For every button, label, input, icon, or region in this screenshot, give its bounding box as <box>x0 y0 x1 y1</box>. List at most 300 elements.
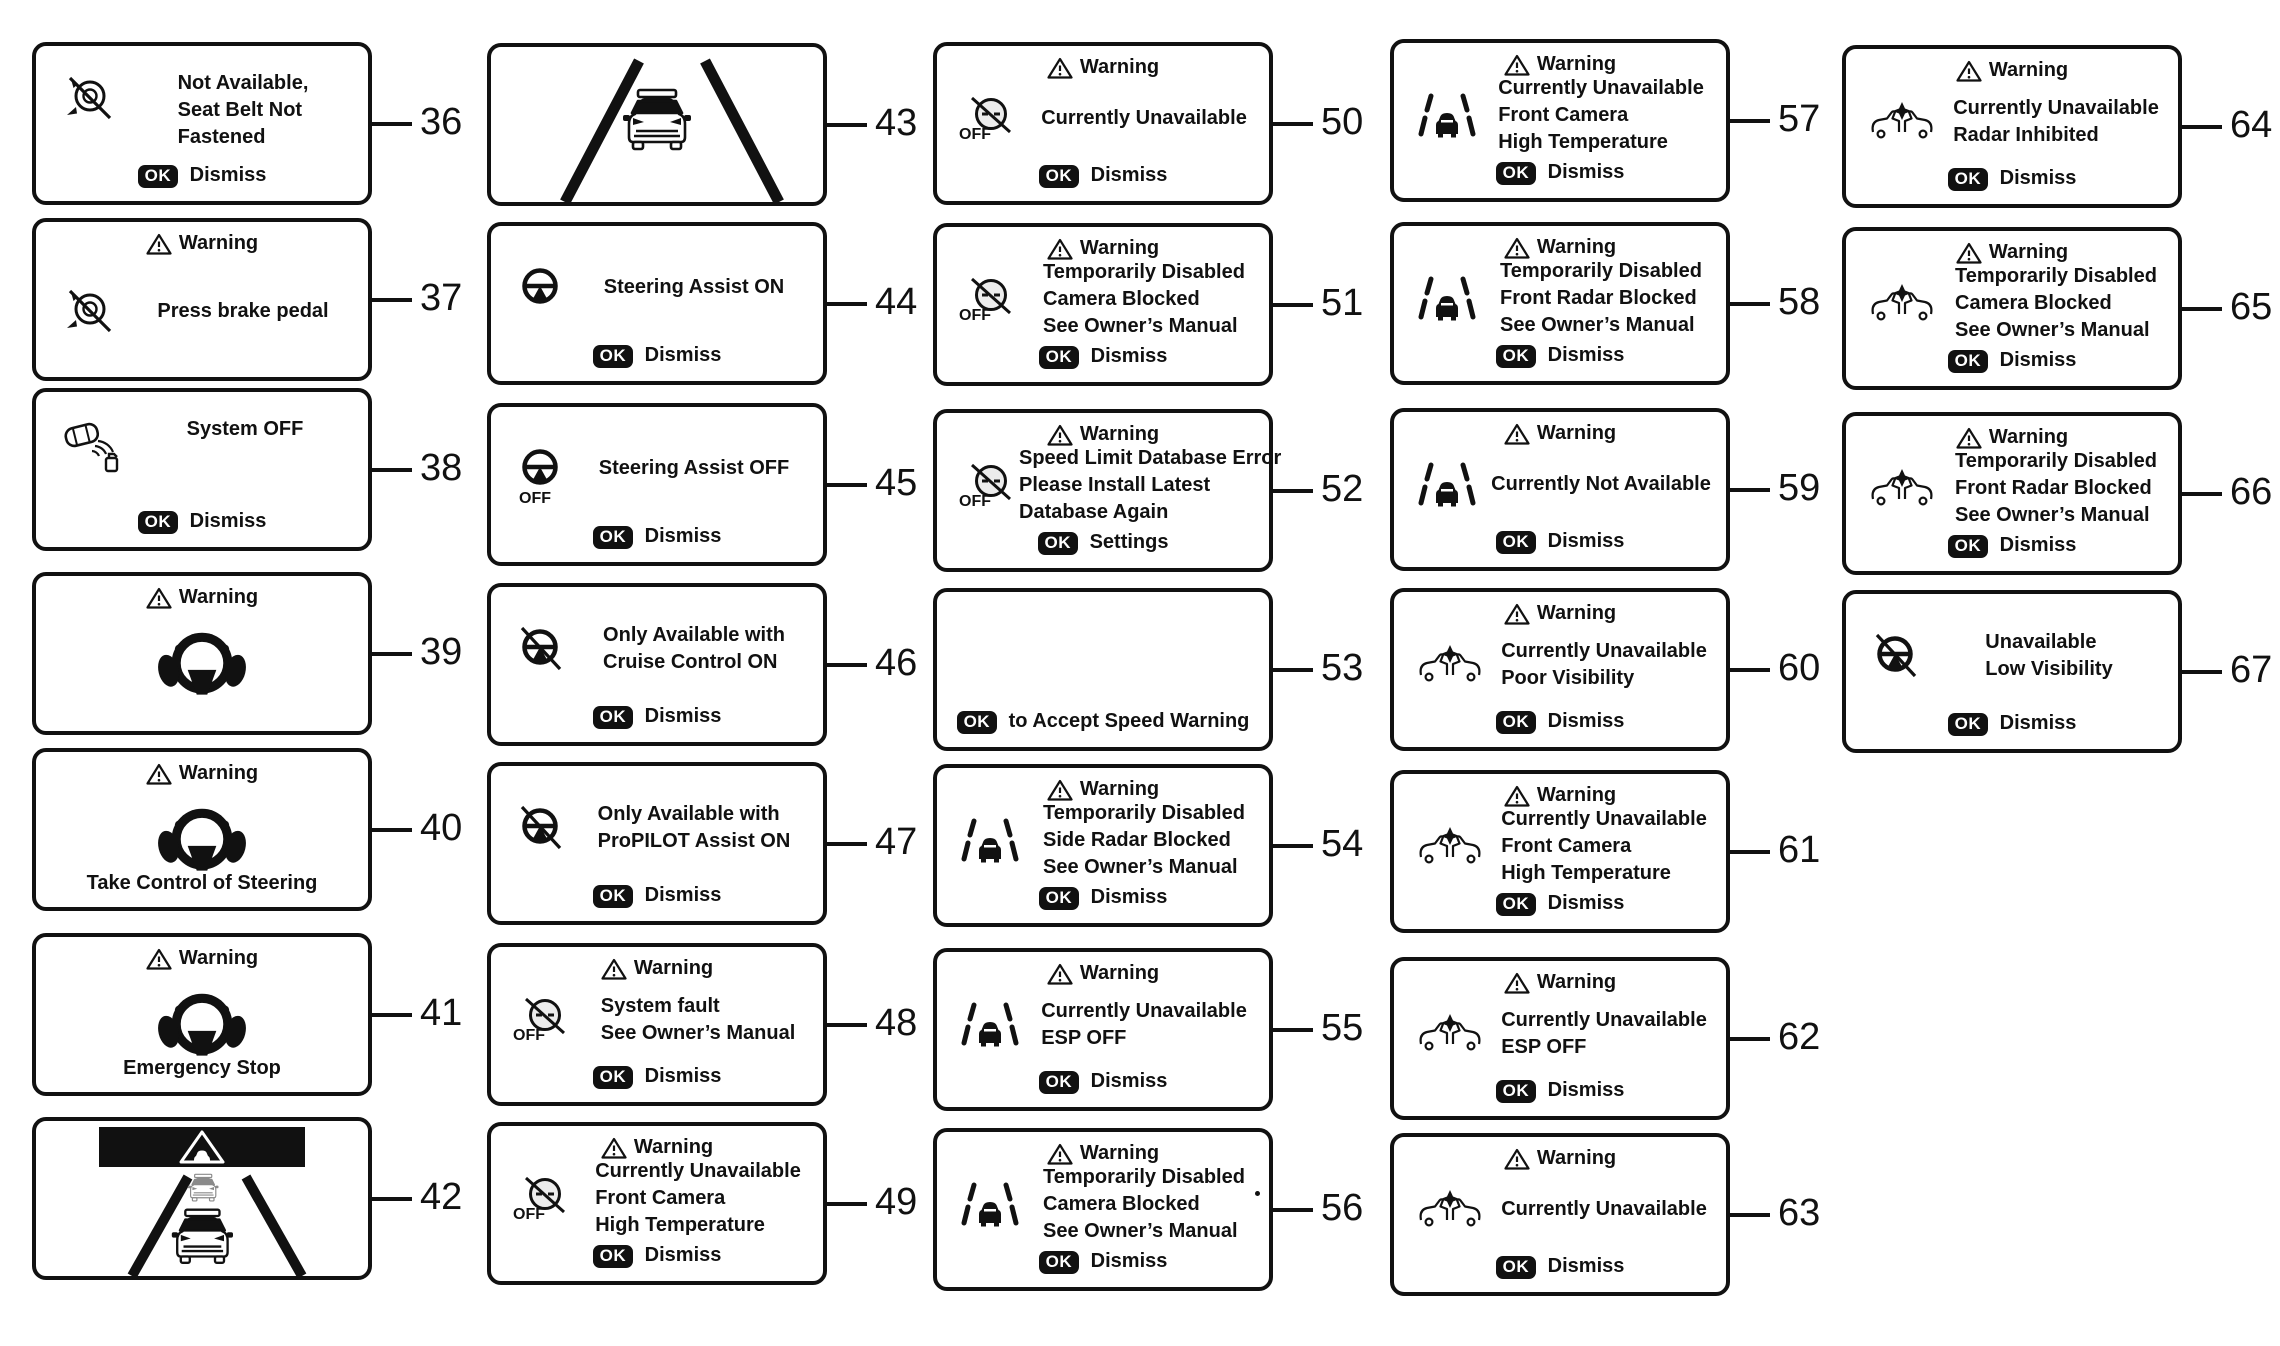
warning-header-label: Warning <box>1536 602 1617 624</box>
display-box-39 <box>32 572 372 735</box>
warning-triangle-icon <box>1047 424 1073 446</box>
footer <box>937 1070 1269 1094</box>
message-line: Camera Blocked <box>1043 288 1200 310</box>
message-line: Only Available with <box>597 802 780 825</box>
display-box-64 <box>1842 45 2182 208</box>
warning-header <box>491 1136 823 1159</box>
footer <box>937 164 1269 188</box>
ok-button-badge: OK <box>593 706 634 729</box>
leader-line-58 <box>1730 302 1770 306</box>
footer <box>1846 534 2178 558</box>
message-body <box>36 406 368 501</box>
warning-triangle-icon <box>146 587 172 609</box>
warning-triangle-icon <box>1956 242 1982 264</box>
warning-header-label: Warning <box>1988 241 2069 263</box>
leader-line-50 <box>1273 122 1313 126</box>
message-line: Low Visibility <box>1985 657 2113 680</box>
ok-button-badge: OK <box>1948 713 1989 736</box>
reference-number-42: 42 <box>420 1175 463 1218</box>
warning-header <box>1846 59 2178 82</box>
ok-button-badge: OK <box>593 526 634 549</box>
display-box-37 <box>32 218 372 381</box>
warning-header-label: Warning <box>1536 784 1617 806</box>
message-body <box>36 612 368 719</box>
message-line: See Owner’s Manual <box>1955 319 2150 341</box>
warning-header <box>1846 426 2178 449</box>
message-line: Speed Limit Database Error <box>1019 447 1282 469</box>
reference-number-55: 55 <box>1321 1006 1364 1049</box>
collision-icon <box>1870 101 1934 143</box>
footer-action-label: Dismiss <box>644 884 722 906</box>
message-line: ESP OFF <box>1041 1026 1127 1049</box>
message-line: Currently Unavailable <box>1501 1008 1707 1031</box>
reference-number-47: 47 <box>875 820 918 863</box>
footer-action-label: Dismiss <box>1547 344 1625 366</box>
leader-line-51 <box>1273 303 1313 307</box>
footer-action-label: Dismiss <box>1547 161 1625 183</box>
wheel-crossed-icon <box>1870 633 1920 679</box>
footer <box>937 710 1269 734</box>
reference-number-57: 57 <box>1778 97 1821 140</box>
message-line: Side Radar Blocked <box>1043 829 1231 851</box>
message-lines <box>1482 806 1726 887</box>
message-line: Camera Blocked <box>1955 292 2112 314</box>
reference-number-52: 52 <box>1321 467 1364 510</box>
propilot-crossed-icon <box>60 287 118 337</box>
message-line: ProPILOT Assist ON <box>597 829 791 852</box>
warning-triangle-icon <box>1504 1148 1530 1170</box>
collision-icon <box>1870 283 1934 325</box>
footer-action-label: Dismiss <box>1090 886 1168 908</box>
message-line: Currently Unavailable <box>1501 639 1707 662</box>
display-box-48 <box>487 943 827 1106</box>
warning-header-label: Warning <box>1536 422 1617 444</box>
message-body <box>1394 448 1726 521</box>
warning-header <box>1394 784 1726 807</box>
warning-header <box>937 962 1269 985</box>
display-box-51 <box>933 223 1273 386</box>
message-lines <box>1934 448 2178 529</box>
message-line: Currently Unavailable <box>1501 1198 1707 1220</box>
message-body <box>491 240 823 335</box>
message-lines <box>122 406 368 443</box>
message-body <box>937 263 1269 336</box>
display-box-55 <box>933 948 1273 1111</box>
message-lines <box>1019 998 1269 1052</box>
warning-header <box>1394 1147 1726 1170</box>
leader-line-47 <box>827 842 867 846</box>
warning-triangle-icon <box>1504 237 1530 259</box>
display-box-52 <box>933 409 1282 572</box>
message-line: See Owner’s Manual <box>600 1021 796 1044</box>
ok-button-badge: OK <box>593 345 634 368</box>
message-line: Cruise Control ON <box>603 650 778 673</box>
reference-number-64: 64 <box>2230 103 2273 146</box>
footer-action-label: Dismiss <box>644 525 722 547</box>
display-box-67 <box>1842 590 2182 753</box>
message-lines <box>1920 629 2178 683</box>
footer <box>1394 344 1726 368</box>
lane-car-icon <box>961 818 1019 864</box>
display-box-63 <box>1390 1133 1730 1296</box>
lane-car-icon <box>961 1182 1019 1228</box>
footer <box>937 531 1269 555</box>
message-line: Fastened <box>177 126 266 148</box>
warning-header <box>36 947 368 970</box>
warning-header <box>36 232 368 255</box>
message-line: Currently Unavailable <box>1501 808 1707 830</box>
message-body <box>491 601 823 696</box>
footer-action-label: Dismiss <box>1999 349 2077 371</box>
footer-action-label: Dismiss <box>1999 167 2077 189</box>
message-line: See Owner’s Manual <box>1043 856 1238 878</box>
message-body <box>1394 810 1726 883</box>
propilot-crossed-icon <box>60 74 118 124</box>
ok-button-badge: OK <box>593 1066 634 1089</box>
warning-header <box>1394 53 1726 76</box>
message-line: Radar Inhibited <box>1953 123 2099 146</box>
lane-car-icon <box>1418 276 1476 322</box>
reference-number-67: 67 <box>2230 648 2273 691</box>
leader-line-43 <box>827 123 867 127</box>
warning-triangle-icon <box>1504 785 1530 807</box>
message-line: Unavailable <box>1985 630 2097 653</box>
collision-icon <box>1418 1189 1482 1231</box>
leader-line-61 <box>1730 850 1770 854</box>
message-line: Database Again <box>1019 501 1169 523</box>
lane-alert-graphic <box>36 1121 368 1276</box>
ok-button-badge: OK <box>593 885 634 908</box>
ok-button-badge: OK <box>1948 535 1989 558</box>
footer <box>491 1244 823 1268</box>
warning-header-label: Warning <box>178 586 259 608</box>
warning-header <box>937 778 1269 801</box>
message-line: Temporarily Disabled <box>1955 265 2157 287</box>
message-line: Currently Unavailable <box>1953 96 2159 119</box>
warning-header-label: Warning <box>1536 236 1617 258</box>
message-line: High Temperature <box>595 1214 765 1236</box>
leader-line-36 <box>372 122 412 126</box>
message-body <box>937 988 1269 1061</box>
message-line: See Owner’s Manual <box>1043 1220 1238 1242</box>
display-box-38 <box>32 388 372 551</box>
ok-button-badge: OK <box>138 511 179 534</box>
footer <box>937 886 1269 910</box>
message-line: See Owner’s Manual <box>1500 314 1695 336</box>
warning-header-label: Warning <box>1079 423 1160 445</box>
display-box-62 <box>1390 957 1730 1120</box>
ok-button-badge: OK <box>1038 532 1079 555</box>
footer-action-label: Dismiss <box>1547 892 1625 914</box>
footer-action-label: Dismiss <box>1090 345 1168 367</box>
leader-line-45 <box>827 483 867 487</box>
reference-number-50: 50 <box>1321 100 1364 143</box>
leader-line-63 <box>1730 1213 1770 1217</box>
footer-action-label: Dismiss <box>1090 164 1168 186</box>
message-line: Currently Unavailable <box>1498 77 1704 99</box>
reference-number-60: 60 <box>1778 646 1821 689</box>
message-line: Please Install Latest <box>1019 474 1211 496</box>
ok-button-badge: OK <box>1496 893 1537 916</box>
message-lines <box>1934 263 2178 344</box>
ok-button-badge: OK <box>1496 1080 1537 1103</box>
reference-number-45: 45 <box>875 461 918 504</box>
warning-header <box>937 423 1269 446</box>
reference-number-43: 43 <box>875 101 918 144</box>
message-lines <box>573 993 823 1047</box>
leader-line-55 <box>1273 1028 1313 1032</box>
reference-number-37: 37 <box>420 276 463 319</box>
warning-header-label: Warning <box>633 1136 714 1158</box>
message-body <box>36 258 368 365</box>
collision-icon <box>1418 1013 1482 1055</box>
warning-triangle-icon <box>1047 963 1073 985</box>
icon-off-label: OFF <box>513 1026 545 1044</box>
warning-header <box>36 762 368 785</box>
message-line: Temporarily Disabled <box>1955 450 2157 472</box>
footer-action-label: to Accept Speed Warning <box>1008 710 1250 732</box>
footer <box>1846 712 2178 736</box>
reference-number-63: 63 <box>1778 1191 1821 1234</box>
warning-header-label: Warning <box>1079 962 1160 984</box>
footer <box>1394 710 1726 734</box>
reference-number-61: 61 <box>1778 828 1821 871</box>
reference-number-62: 62 <box>1778 1015 1821 1058</box>
ok-button-badge: OK <box>138 165 179 188</box>
icon-off-label: OFF <box>513 1205 545 1223</box>
display-box-46 <box>487 583 827 746</box>
warning-triangle-icon <box>1047 779 1073 801</box>
message-body <box>1846 608 2178 703</box>
message-body <box>491 780 823 875</box>
message-body <box>937 1168 1269 1241</box>
warning-triangle-icon <box>1047 57 1073 79</box>
footer-action-label: Dismiss <box>1547 710 1625 732</box>
collision-icon <box>1418 644 1482 686</box>
message-lines <box>1019 800 1269 881</box>
reference-number-54: 54 <box>1321 822 1364 865</box>
message-body <box>937 82 1269 155</box>
footer <box>491 1065 823 1089</box>
display-box-60 <box>1390 588 1730 751</box>
message-line: System OFF <box>186 418 304 440</box>
footer <box>491 344 823 368</box>
display-box-45 <box>487 403 827 566</box>
message-lines <box>1019 259 1269 340</box>
footer-action-label: Dismiss <box>644 344 722 366</box>
message-line: Steering Assist OFF <box>598 457 790 479</box>
display-box-54 <box>933 764 1273 927</box>
warning-header <box>1846 241 2178 264</box>
message-line: Temporarily Disabled <box>1500 260 1702 282</box>
ok-button-badge: OK <box>1496 345 1537 368</box>
warning-header-label: Warning <box>1988 426 2069 448</box>
message-line: Front Radar Blocked <box>1500 287 1697 309</box>
leader-line-40 <box>372 828 412 832</box>
footer <box>1394 1255 1726 1279</box>
warning-triangle-icon <box>146 763 172 785</box>
ok-button-badge: OK <box>1039 887 1080 910</box>
footer <box>1394 1079 1726 1103</box>
hands-wheel-icon <box>154 623 250 709</box>
display-box-59 <box>1390 408 1730 571</box>
display-box-65 <box>1842 227 2182 390</box>
reference-number-65: 65 <box>2230 285 2273 328</box>
message-line: Temporarily Disabled <box>1043 261 1245 283</box>
reference-number-36: 36 <box>420 100 463 143</box>
message-body <box>1394 628 1726 701</box>
warning-triangle-icon <box>1956 427 1982 449</box>
wheel-crossed-icon <box>515 626 565 672</box>
wheel-icon <box>515 265 565 311</box>
leader-line-62 <box>1730 1037 1770 1041</box>
footer <box>491 705 823 729</box>
wheel-crossed-icon <box>515 805 565 851</box>
warning-header-label: Warning <box>633 957 714 979</box>
message-line: Only Available with <box>603 623 785 646</box>
leader-line-57 <box>1730 119 1770 123</box>
ok-button-badge: OK <box>593 1245 634 1268</box>
ok-button-badge: OK <box>1039 1251 1080 1274</box>
message-lines <box>118 60 368 151</box>
footer <box>1394 892 1726 916</box>
display-box-50 <box>933 42 1273 205</box>
warning-header-label: Warning <box>1536 971 1617 993</box>
message-body <box>937 804 1269 877</box>
message-lines <box>1476 258 1726 339</box>
message-lines <box>118 298 368 325</box>
reference-number-38: 38 <box>420 446 463 489</box>
warning-header <box>491 957 823 980</box>
reference-number-40: 40 <box>420 806 463 849</box>
display-box-41 <box>32 933 372 1096</box>
leader-line-49 <box>827 1202 867 1206</box>
warning-header-label: Warning <box>1988 59 2069 81</box>
warning-header <box>1394 971 1726 994</box>
footer-action-label: Dismiss <box>1090 1250 1168 1272</box>
message-line: Front Camera <box>1501 835 1632 857</box>
warning-triangle-icon <box>1504 972 1530 994</box>
leader-line-52 <box>1273 489 1313 493</box>
warning-header <box>36 586 368 609</box>
message-body <box>1846 452 2178 525</box>
leader-line-39 <box>372 652 412 656</box>
warning-header-label: Warning <box>178 232 259 254</box>
collision-icon <box>1870 468 1934 510</box>
ok-button-badge: OK <box>1039 346 1080 369</box>
message-body <box>1394 997 1726 1070</box>
limiter-off-icon <box>515 997 573 1043</box>
ok-button-badge: OK <box>1496 531 1537 554</box>
warning-header <box>937 56 1269 79</box>
reference-number-48: 48 <box>875 1001 918 1044</box>
footer-action-label: Settings <box>1089 531 1169 553</box>
reference-number-41: 41 <box>420 991 463 1034</box>
bottom-caption: Take Control of Steering <box>86 872 318 894</box>
footer-action-label: Dismiss <box>1547 1255 1625 1277</box>
footer <box>491 884 823 908</box>
warning-triangle-icon <box>1047 238 1073 260</box>
leader-line-48 <box>827 1023 867 1027</box>
message-body <box>36 60 368 155</box>
warning-triangle-icon <box>146 233 172 255</box>
reference-number-49: 49 <box>875 1180 918 1223</box>
message-line: Not Available, <box>177 72 309 94</box>
reference-number-59: 59 <box>1778 466 1821 509</box>
bottom-caption: Emergency Stop <box>123 1057 281 1079</box>
footer-action-label: Dismiss <box>1999 712 2077 734</box>
footer <box>1846 349 2178 373</box>
footer-action-label: Dismiss <box>189 164 267 186</box>
leader-line-37 <box>372 298 412 302</box>
message-body <box>1846 85 2178 158</box>
message-body <box>491 1162 823 1235</box>
ok-button-badge: OK <box>1496 1256 1537 1279</box>
road-lane-graphic <box>491 47 823 202</box>
leader-line-65 <box>2182 307 2222 311</box>
message-line: ESP OFF <box>1501 1035 1587 1058</box>
message-line: Front Camera <box>1498 104 1629 126</box>
message-line: Camera Blocked <box>1043 1193 1200 1215</box>
display-box-42 <box>32 1117 372 1280</box>
display-box-40 <box>32 748 372 911</box>
display-box-53 <box>933 588 1273 751</box>
leader-line-41 <box>372 1013 412 1017</box>
message-body <box>937 606 1269 701</box>
warning-triangle-icon <box>601 958 627 980</box>
stray-dot-artifact <box>1255 1191 1260 1196</box>
message-line: High Temperature <box>1501 862 1671 884</box>
leader-line-42 <box>372 1197 412 1201</box>
message-lines <box>1476 75 1726 156</box>
warning-header <box>937 1142 1269 1165</box>
leader-line-59 <box>1730 488 1770 492</box>
message-line: System fault <box>600 994 720 1017</box>
wheel-off-icon <box>515 446 565 507</box>
warning-header-label: Warning <box>1536 1147 1617 1169</box>
reference-number-39: 39 <box>420 630 463 673</box>
leader-line-67 <box>2182 670 2222 674</box>
warning-header-label: Warning <box>1079 1142 1160 1164</box>
message-lines <box>565 274 823 301</box>
message-line: Front Camera <box>595 1187 726 1209</box>
warning-header-label: Warning <box>178 947 259 969</box>
leader-line-56 <box>1273 1208 1313 1212</box>
display-box-44 <box>487 222 827 385</box>
limiter-off-icon <box>961 463 1019 509</box>
message-line: Poor Visibility <box>1501 666 1635 689</box>
warning-header <box>1394 236 1726 259</box>
warning-triangle-icon <box>1956 60 1982 82</box>
display-box-36 <box>32 42 372 205</box>
message-line: See Owner’s Manual <box>1043 315 1238 337</box>
message-body <box>937 447 1282 523</box>
display-box-43 <box>487 43 827 206</box>
message-lines <box>565 801 823 855</box>
warning-triangle-icon <box>1504 54 1530 76</box>
leader-line-46 <box>827 663 867 667</box>
display-box-56 <box>933 1128 1273 1291</box>
leader-line-38 <box>372 468 412 472</box>
footer-action-label: Dismiss <box>1999 534 2077 556</box>
message-line: Currently Unavailable <box>595 1160 801 1182</box>
message-line: Steering Assist ON <box>603 276 785 298</box>
message-lines <box>565 622 823 676</box>
warning-header-label: Warning <box>1079 56 1160 78</box>
icon-off-label: OFF <box>959 306 991 324</box>
footer <box>36 510 368 534</box>
footer-action-label: Dismiss <box>644 1065 722 1087</box>
